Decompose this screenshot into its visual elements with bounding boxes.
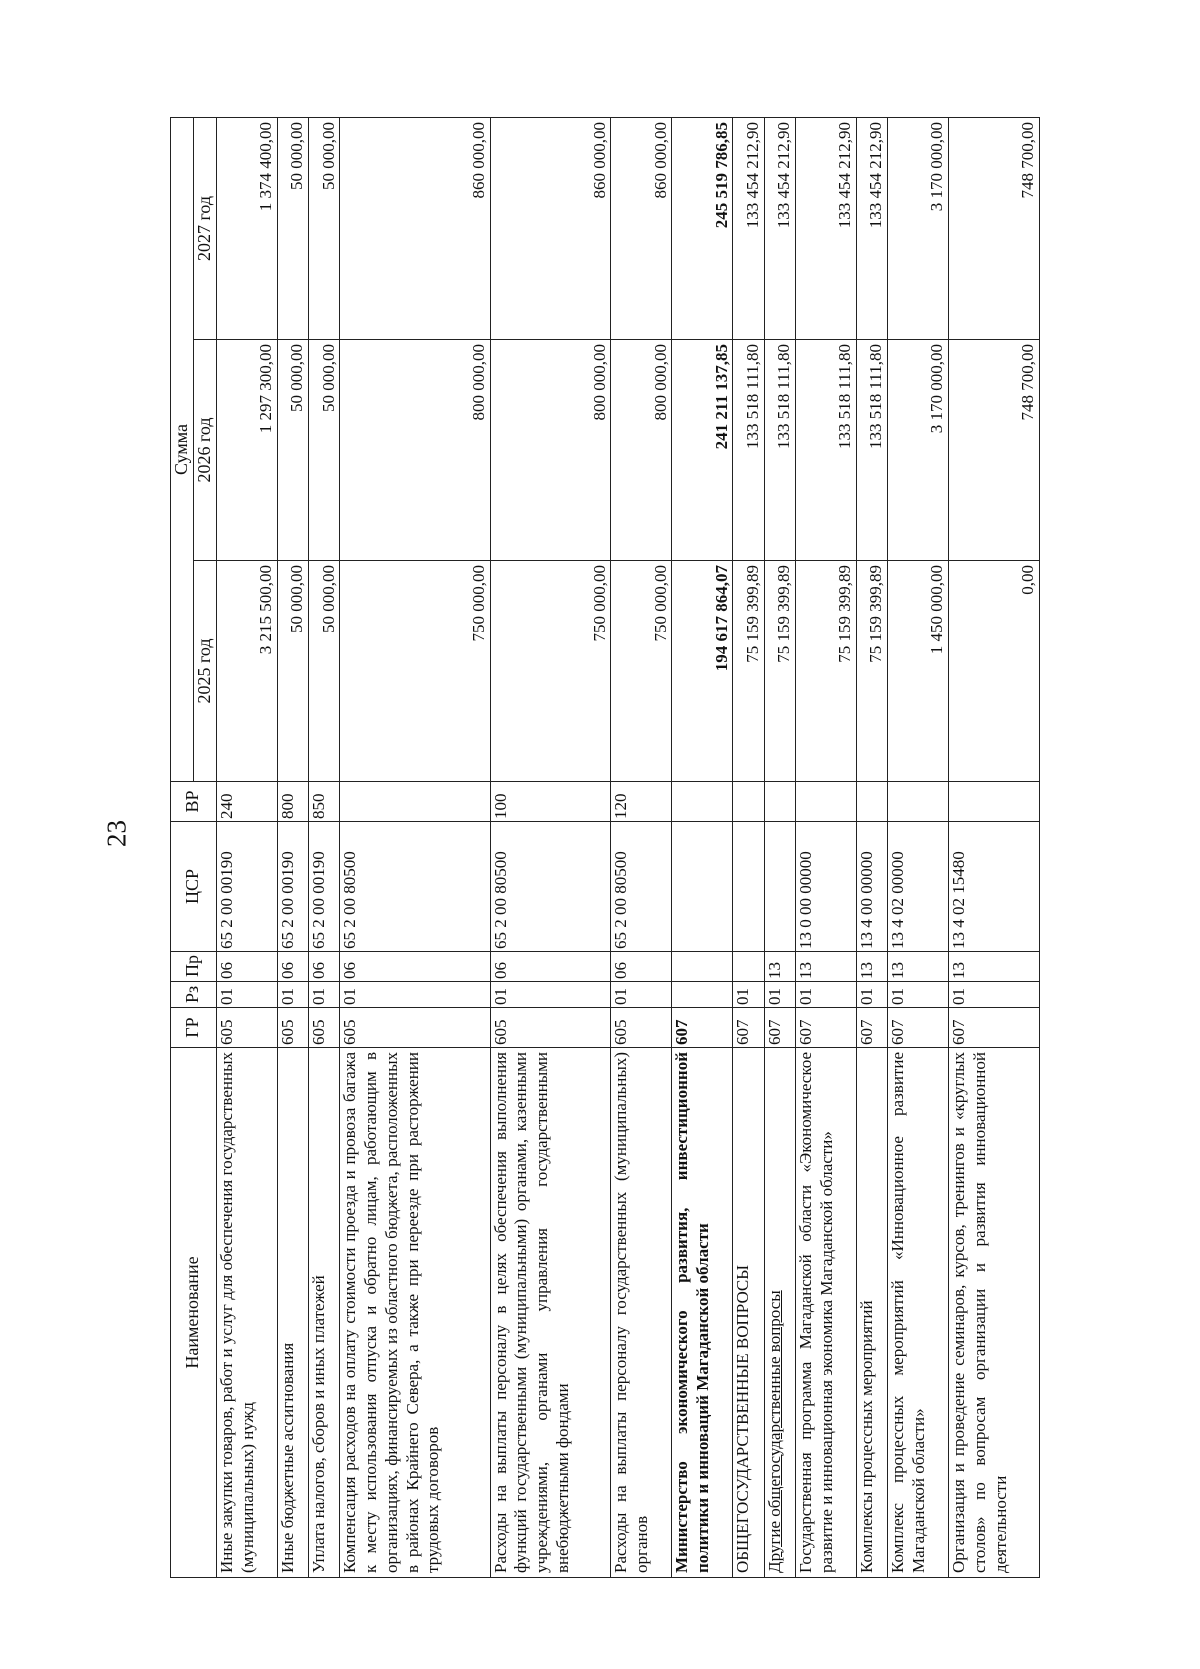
row-sum-2025: 750 000,00 [490,561,611,782]
row-name-text: Иные бюджетные ассигнования [277,1342,297,1573]
row-gr: 605 [611,1008,672,1048]
table-row [309,117,340,1577]
row-vr: 850 [309,782,340,822]
row-name [277,1048,308,1578]
row-gr: 607 [949,1008,1040,1048]
row-csr: 13 4 02 15480 [949,822,1040,952]
row-vr: 800 [277,782,308,822]
table-row [764,117,795,1577]
row-pr: 13 [949,952,1040,982]
row-pr [672,952,733,982]
row-csr: 13 4 00 00000 [856,822,887,952]
row-sum-2027: 133 454 212,90 [733,117,764,339]
row-pr: 13 [795,952,856,982]
row-name-text: Государственная программа Магаданской области «Экономическое развитие и инновационная экономика Магаданской области» [795,1052,836,1573]
budget-table [170,117,1040,1578]
row-name-text: Расходы на выплаты персоналу в целях обеспечения выполнения функций государственными (муниципальными) органами, казенными учреждениями, органами управления государственными внебюджетными фондами [490,1052,572,1573]
row-sum-2025: 50 000,00 [277,561,308,782]
row-name [888,1048,949,1578]
row-sum-2026: 800 000,00 [611,340,672,561]
row-name [764,1048,795,1578]
row-rz: 01 [611,982,672,1008]
row-sum-2025: 75 159 399,89 [764,561,795,782]
row-csr: 65 2 00 00190 [277,822,308,952]
row-rz: 01 [764,982,795,1008]
row-name [216,1048,277,1578]
table-row [949,117,1040,1577]
row-rz: 01 [490,982,611,1008]
row-csr: 65 2 00 00190 [216,822,277,952]
row-vr [733,782,764,822]
row-rz: 01 [888,982,949,1008]
row-sum-2025: 75 159 399,89 [856,561,887,782]
row-name-text: Другие общегосударственные вопросы [764,1290,784,1573]
row-name [795,1048,856,1578]
row-pr: 06 [309,952,340,982]
row-sum-2027: 1 374 400,00 [216,117,277,339]
row-sum-2027: 860 000,00 [490,117,611,339]
table-row [340,117,490,1577]
table-row [856,117,887,1577]
row-sum-2025: 3 215 500,00 [216,561,277,782]
header-2026: 2026 год [193,340,216,561]
row-gr: 605 [490,1008,611,1048]
row-sum-2027: 50 000,00 [277,117,308,339]
row-name-text: Уплата налогов, сборов и иных платежей [309,1275,329,1573]
table-row [611,117,672,1577]
table-row [733,117,764,1577]
row-gr: 605 [277,1008,308,1048]
header-vr: ВР [171,782,217,822]
row-pr: 06 [277,952,308,982]
table-row [490,117,611,1577]
row-name [340,1048,490,1578]
header-csr: ЦСР [171,822,217,952]
row-pr: 06 [340,952,490,982]
row-csr: 13 4 02 00000 [888,822,949,952]
row-sum-2026: 748 700,00 [949,340,1040,561]
row-gr: 607 [733,1008,764,1048]
row-vr [672,782,733,822]
table-row [795,117,856,1577]
row-rz: 01 [340,982,490,1008]
row-csr [733,822,764,952]
row-sum-2027: 3 170 000,00 [888,117,949,339]
table-row [277,117,308,1577]
row-gr: 607 [764,1008,795,1048]
budget-table-rotated [170,118,1040,1578]
row-vr: 100 [490,782,611,822]
row-rz: 01 [277,982,308,1008]
row-name [949,1048,1040,1578]
page-number: 23 [101,820,132,847]
header-2025: 2025 год [193,561,216,782]
row-csr: 65 2 00 00190 [309,822,340,952]
row-sum-2025: 750 000,00 [611,561,672,782]
row-sum-2026: 3 170 000,00 [888,340,949,561]
row-sum-2027: 860 000,00 [611,117,672,339]
row-sum-2027: 245 519 786,85 [672,117,733,339]
row-pr: 13 [856,952,887,982]
row-rz: 01 [216,982,277,1008]
row-name [611,1048,672,1578]
row-sum-2026: 133 518 111,80 [795,340,856,561]
table-row [888,117,949,1577]
row-gr: 605 [340,1008,490,1048]
row-csr: 65 2 00 80500 [490,822,611,952]
row-sum-2025: 1 450 000,00 [888,561,949,782]
row-sum-2025: 0,00 [949,561,1040,782]
row-sum-2026: 1 297 300,00 [216,340,277,561]
row-rz: 01 [856,982,887,1008]
row-name-text: Министерство экономического развития, инвестиционной политики и инноваций Магаданской области [672,1052,713,1573]
row-sum-2026: 50 000,00 [309,340,340,561]
row-gr: 605 [309,1008,340,1048]
header-name: Наименование [171,1048,217,1578]
row-pr: 06 [611,952,672,982]
row-vr: 240 [216,782,277,822]
table-row [672,117,733,1577]
row-pr: 13 [888,952,949,982]
row-name [490,1048,611,1578]
row-vr [340,782,490,822]
row-sum-2025: 75 159 399,89 [795,561,856,782]
row-gr: 607 [795,1008,856,1048]
row-sum-2026: 50 000,00 [277,340,308,561]
row-vr [949,782,1040,822]
row-sum-2026: 800 000,00 [340,340,490,561]
row-pr: 06 [490,952,611,982]
row-pr [733,952,764,982]
row-csr: 65 2 00 80500 [611,822,672,952]
row-name-text: Комплексы процессных мероприятий [856,1300,876,1573]
row-name-text: Расходы на выплаты персоналу государственных (муниципальных) органов [611,1052,652,1573]
header-rz: Рз [171,982,217,1008]
row-sum-2025: 194 617 864,07 [672,561,733,782]
row-gr: 605 [216,1008,277,1048]
row-sum-2026: 241 211 137,85 [672,340,733,561]
row-sum-2027: 133 454 212,90 [856,117,887,339]
row-name [856,1048,887,1578]
row-name-text: ОБЩЕГОСУДАРСТВЕННЫЕ ВОПРОСЫ [733,1264,753,1573]
row-name [309,1048,340,1578]
row-csr [672,822,733,952]
header-pr: Пр [171,952,217,982]
row-rz: 01 [795,982,856,1008]
row-name [733,1048,764,1578]
row-name-text: Комплекс процессных мероприятий «Инновационное развитие Магаданской области» [888,1052,928,1573]
row-sum-2027: 860 000,00 [340,117,490,339]
row-rz: 01 [309,982,340,1008]
row-gr: 607 [672,1008,733,1048]
row-sum-2026: 133 518 111,80 [733,340,764,561]
row-sum-2027: 748 700,00 [949,117,1040,339]
row-pr: 06 [216,952,277,982]
row-csr: 13 0 00 00000 [795,822,856,952]
header-gr: ГР [171,1008,217,1048]
header-sum: Сумма [171,117,194,781]
row-name-text: Компенсация расходов на оплату стоимости проезда и провоза багажа к месту использования отпуска и обратно лицам, работающим в организациях, финансируемых из областного бюджета, расположенных в районах Крайнего Севера, а также при переезде при расторжении трудовых договоров [340,1052,443,1573]
row-sum-2025: 75 159 399,89 [733,561,764,782]
header-2027: 2027 год [193,117,216,339]
row-gr: 607 [856,1008,887,1048]
row-sum-2026: 133 518 111,80 [856,340,887,561]
row-sum-2027: 133 454 212,90 [795,117,856,339]
row-sum-2026: 800 000,00 [490,340,611,561]
row-sum-2025: 50 000,00 [309,561,340,782]
row-sum-2026: 133 518 111,80 [764,340,795,561]
row-sum-2027: 133 454 212,90 [764,117,795,339]
row-vr [888,782,949,822]
row-sum-2025: 750 000,00 [340,561,490,782]
row-csr: 65 2 00 80500 [340,822,490,952]
row-rz: 01 [733,982,764,1008]
row-name [672,1048,733,1578]
row-name-text: Иные закупки товаров, работ и услуг для обеспечения государственных (муниципальных) нужд [216,1052,257,1573]
row-rz: 01 [949,982,1040,1008]
row-name-text: Организация и проведение семинаров, курсов, тренингов и «круглых столов» по вопросам организации и развития инновационной деятельности [949,1052,1010,1573]
row-vr [764,782,795,822]
row-rz [672,982,733,1008]
row-csr [764,822,795,952]
row-gr: 607 [888,1008,949,1048]
row-vr [795,782,856,822]
table-row [216,117,277,1577]
row-pr: 13 [764,952,795,982]
row-vr: 120 [611,782,672,822]
row-vr [856,782,887,822]
row-sum-2027: 50 000,00 [309,117,340,339]
